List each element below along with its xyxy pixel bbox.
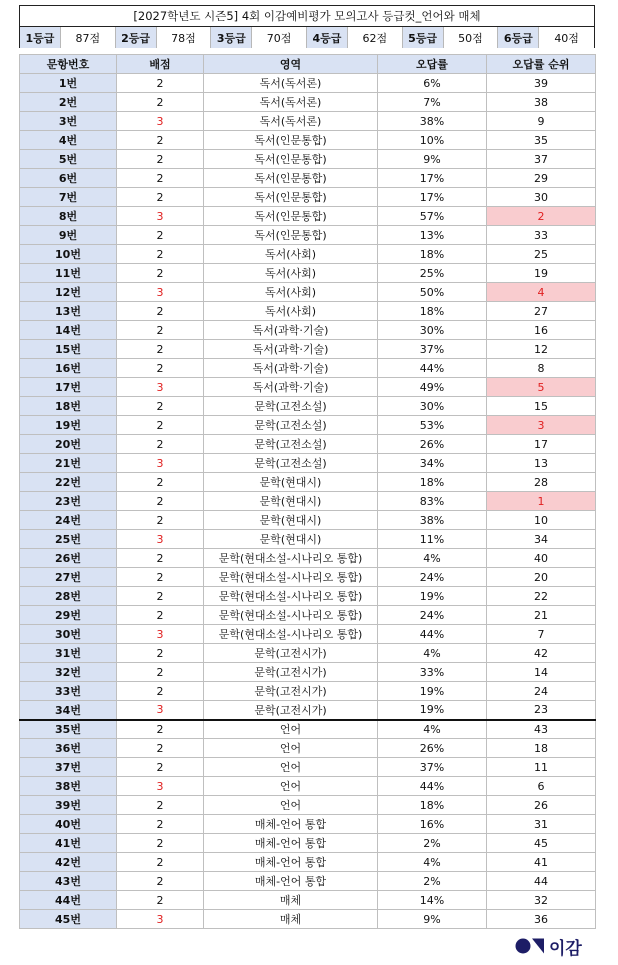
grade-label: 1등급 xyxy=(20,27,61,48)
area-cell: 독서(독서론) xyxy=(204,93,378,112)
wrong-rank-cell: 15 xyxy=(487,397,596,416)
table-row xyxy=(20,701,596,720)
question-number-cell: 20번 xyxy=(20,435,117,454)
wrong-rate-cell: 26% xyxy=(378,435,487,454)
wrong-rank-cell: 43 xyxy=(487,720,596,739)
points-cell: 2 xyxy=(117,720,204,739)
points-cell: 2 xyxy=(117,226,204,245)
wrong-rate-cell: 33% xyxy=(378,663,487,682)
points-cell: 3 xyxy=(117,207,204,226)
area-cell: 문학(고전시가) xyxy=(204,663,378,682)
grade-score: 70점 xyxy=(252,27,307,48)
grade-score: 40점 xyxy=(539,27,594,48)
area-cell: 독서(사회) xyxy=(204,283,378,302)
table-row xyxy=(20,207,596,226)
wrong-rank-cell: 31 xyxy=(487,815,596,834)
table-row xyxy=(20,606,596,625)
area-cell: 문학(고전소설) xyxy=(204,416,378,435)
points-cell: 2 xyxy=(117,644,204,663)
table-row xyxy=(20,340,596,359)
question-number-cell: 31번 xyxy=(20,644,117,663)
wrong-rate-cell: 30% xyxy=(378,397,487,416)
points-cell: 2 xyxy=(117,169,204,188)
wrong-rank-cell: 25 xyxy=(487,245,596,264)
table-row xyxy=(20,853,596,872)
area-cell: 독서(인문통합) xyxy=(204,207,378,226)
wrong-rate-cell: 19% xyxy=(378,701,487,720)
wrong-rank-cell: 42 xyxy=(487,644,596,663)
area-cell: 독서(사회) xyxy=(204,302,378,321)
area-cell: 매체-언어 통합 xyxy=(204,834,378,853)
grade-cut-header xyxy=(19,5,595,48)
wrong-rank-cell: 6 xyxy=(487,777,596,796)
points-cell: 2 xyxy=(117,568,204,587)
wrong-rate-cell: 9% xyxy=(378,150,487,169)
question-number-cell: 36번 xyxy=(20,739,117,758)
wrong-rank-cell: 10 xyxy=(487,511,596,530)
wrong-rank-cell: 22 xyxy=(487,587,596,606)
area-cell: 언어 xyxy=(204,796,378,815)
area-cell: 매체-언어 통합 xyxy=(204,815,378,834)
table-row xyxy=(20,473,596,492)
table-row xyxy=(20,492,596,511)
wrong-rank-cell: 34 xyxy=(487,530,596,549)
grade-cut-row xyxy=(20,27,594,48)
wrong-rank-cell: 13 xyxy=(487,454,596,473)
points-cell: 2 xyxy=(117,853,204,872)
question-number-cell: 8번 xyxy=(20,207,117,226)
question-number-cell: 18번 xyxy=(20,397,117,416)
wrong-rank-cell: 44 xyxy=(487,872,596,891)
wrong-rate-cell: 11% xyxy=(378,530,487,549)
points-cell: 2 xyxy=(117,682,204,701)
table-row xyxy=(20,872,596,891)
wrong-rate-cell: 2% xyxy=(378,872,487,891)
wrong-rank-cell: 9 xyxy=(487,112,596,131)
points-cell: 3 xyxy=(117,283,204,302)
points-cell: 2 xyxy=(117,435,204,454)
area-cell: 문학(현대시) xyxy=(204,511,378,530)
wrong-rate-cell: 38% xyxy=(378,112,487,131)
question-number-cell: 24번 xyxy=(20,511,117,530)
question-number-cell: 35번 xyxy=(20,720,117,739)
question-number-cell: 15번 xyxy=(20,340,117,359)
area-cell: 독서(과학·기술) xyxy=(204,359,378,378)
question-number-cell: 19번 xyxy=(20,416,117,435)
column-header-area: 영역 xyxy=(204,55,378,74)
table-row xyxy=(20,378,596,397)
wrong-rank-cell: 35 xyxy=(487,131,596,150)
wrong-rank-cell: 3 xyxy=(487,416,596,435)
table-row xyxy=(20,720,596,739)
table-row xyxy=(20,188,596,207)
wrong-rank-cell: 21 xyxy=(487,606,596,625)
wrong-rate-cell: 83% xyxy=(378,492,487,511)
grade-label: 3등급 xyxy=(211,27,252,48)
question-number-cell: 16번 xyxy=(20,359,117,378)
points-cell: 2 xyxy=(117,739,204,758)
wrong-rank-cell: 33 xyxy=(487,226,596,245)
area-cell: 독서(사회) xyxy=(204,264,378,283)
points-cell: 2 xyxy=(117,606,204,625)
wrong-rank-cell: 41 xyxy=(487,853,596,872)
question-number-cell: 5번 xyxy=(20,150,117,169)
wrong-rank-cell: 7 xyxy=(487,625,596,644)
question-number-cell: 28번 xyxy=(20,587,117,606)
wrong-rate-cell: 4% xyxy=(378,644,487,663)
question-number-cell: 37번 xyxy=(20,758,117,777)
question-number-cell: 14번 xyxy=(20,321,117,340)
table-row xyxy=(20,758,596,777)
question-number-cell: 4번 xyxy=(20,131,117,150)
question-number-cell: 27번 xyxy=(20,568,117,587)
wrong-rate-cell: 57% xyxy=(378,207,487,226)
wrong-rate-cell: 26% xyxy=(378,739,487,758)
question-number-cell: 25번 xyxy=(20,530,117,549)
grade-label: 6등급 xyxy=(498,27,539,48)
question-number-cell: 9번 xyxy=(20,226,117,245)
question-number-cell: 3번 xyxy=(20,112,117,131)
table-row xyxy=(20,264,596,283)
question-number-cell: 40번 xyxy=(20,815,117,834)
table-row xyxy=(20,93,596,112)
table-row xyxy=(20,359,596,378)
wrong-rate-cell: 24% xyxy=(378,606,487,625)
igam-logo-icon xyxy=(515,938,545,954)
grade-score: 62점 xyxy=(348,27,403,48)
wrong-rank-cell: 38 xyxy=(487,93,596,112)
area-cell: 문학(현대소설-시나리오 통합) xyxy=(204,587,378,606)
area-cell: 독서(과학·기술) xyxy=(204,321,378,340)
question-number-cell: 30번 xyxy=(20,625,117,644)
grade-label: 4등급 xyxy=(307,27,348,48)
question-number-cell: 22번 xyxy=(20,473,117,492)
wrong-rank-cell: 1 xyxy=(487,492,596,511)
wrong-rate-cell: 7% xyxy=(378,93,487,112)
points-cell: 2 xyxy=(117,872,204,891)
wrong-rate-cell: 10% xyxy=(378,131,487,150)
wrong-rank-cell: 30 xyxy=(487,188,596,207)
wrong-rate-cell: 49% xyxy=(378,378,487,397)
table-header-row xyxy=(20,55,596,74)
area-cell: 독서(과학·기술) xyxy=(204,378,378,397)
wrong-rate-cell: 4% xyxy=(378,549,487,568)
area-cell: 언어 xyxy=(204,758,378,777)
table-row xyxy=(20,834,596,853)
table-row xyxy=(20,568,596,587)
wrong-rate-cell: 18% xyxy=(378,245,487,264)
wrong-rate-cell: 17% xyxy=(378,188,487,207)
table-row xyxy=(20,283,596,302)
question-number-cell: 42번 xyxy=(20,853,117,872)
question-number-cell: 32번 xyxy=(20,663,117,682)
wrong-rate-cell: 18% xyxy=(378,302,487,321)
table-row xyxy=(20,74,596,93)
points-cell: 3 xyxy=(117,777,204,796)
points-cell: 2 xyxy=(117,264,204,283)
wrong-rank-cell: 36 xyxy=(487,910,596,929)
area-cell: 문학(현대소설-시나리오 통합) xyxy=(204,549,378,568)
wrong-rank-cell: 2 xyxy=(487,207,596,226)
area-cell: 매체-언어 통합 xyxy=(204,853,378,872)
area-cell: 독서(독서론) xyxy=(204,112,378,131)
wrong-rate-cell: 25% xyxy=(378,264,487,283)
points-cell: 3 xyxy=(117,625,204,644)
wrong-rate-cell: 19% xyxy=(378,682,487,701)
question-number-cell: 13번 xyxy=(20,302,117,321)
wrong-rank-cell: 18 xyxy=(487,739,596,758)
column-header-wrong-rate: 오답률 xyxy=(378,55,487,74)
wrong-rate-cell: 30% xyxy=(378,321,487,340)
area-cell: 독서(인문통합) xyxy=(204,150,378,169)
table-row xyxy=(20,454,596,473)
question-number-cell: 33번 xyxy=(20,682,117,701)
wrong-rank-cell: 4 xyxy=(487,283,596,302)
points-cell: 3 xyxy=(117,378,204,397)
grade-label: 5등급 xyxy=(403,27,444,48)
question-number-cell: 43번 xyxy=(20,872,117,891)
grade-score: 87점 xyxy=(61,27,116,48)
wrong-rate-cell: 53% xyxy=(378,416,487,435)
points-cell: 2 xyxy=(117,492,204,511)
question-number-cell: 12번 xyxy=(20,283,117,302)
table-body xyxy=(20,74,596,929)
wrong-rank-cell: 8 xyxy=(487,359,596,378)
wrong-rate-cell: 37% xyxy=(378,758,487,777)
table-row xyxy=(20,397,596,416)
wrong-rate-cell: 2% xyxy=(378,834,487,853)
points-cell: 2 xyxy=(117,74,204,93)
grade-score: 50점 xyxy=(444,27,499,48)
wrong-rate-cell: 38% xyxy=(378,511,487,530)
wrong-rank-cell: 32 xyxy=(487,891,596,910)
table-row xyxy=(20,435,596,454)
points-cell: 2 xyxy=(117,663,204,682)
table-row xyxy=(20,910,596,929)
points-cell: 2 xyxy=(117,834,204,853)
table-row xyxy=(20,796,596,815)
column-header-points: 배점 xyxy=(117,55,204,74)
table-row xyxy=(20,549,596,568)
points-cell: 2 xyxy=(117,511,204,530)
wrong-rate-cell: 19% xyxy=(378,587,487,606)
wrong-rank-cell: 5 xyxy=(487,378,596,397)
wrong-rank-cell: 11 xyxy=(487,758,596,777)
table-row xyxy=(20,511,596,530)
table-row xyxy=(20,131,596,150)
area-cell: 독서(사회) xyxy=(204,245,378,264)
table-row xyxy=(20,530,596,549)
points-cell: 2 xyxy=(117,302,204,321)
wrong-rate-cell: 13% xyxy=(378,226,487,245)
wrong-rank-cell: 26 xyxy=(487,796,596,815)
wrong-rate-cell: 14% xyxy=(378,891,487,910)
wrong-rank-cell: 27 xyxy=(487,302,596,321)
wrong-rank-cell: 14 xyxy=(487,663,596,682)
wrong-rank-cell: 29 xyxy=(487,169,596,188)
points-cell: 2 xyxy=(117,131,204,150)
table-row xyxy=(20,416,596,435)
question-number-cell: 26번 xyxy=(20,549,117,568)
wrong-rate-cell: 34% xyxy=(378,454,487,473)
question-number-cell: 10번 xyxy=(20,245,117,264)
wrong-rate-cell: 17% xyxy=(378,169,487,188)
area-cell: 문학(고전소설) xyxy=(204,397,378,416)
area-cell: 문학(현대소설-시나리오 통합) xyxy=(204,568,378,587)
logo-text: 이감 xyxy=(549,938,582,959)
wrong-rank-cell: 19 xyxy=(487,264,596,283)
column-header-question: 문항번호 xyxy=(20,55,117,74)
area-cell: 문학(현대소설-시나리오 통합) xyxy=(204,625,378,644)
table-row xyxy=(20,815,596,834)
table-row xyxy=(20,321,596,340)
table-row xyxy=(20,739,596,758)
question-number-cell: 39번 xyxy=(20,796,117,815)
points-cell: 2 xyxy=(117,397,204,416)
points-cell: 3 xyxy=(117,530,204,549)
table-row xyxy=(20,663,596,682)
question-number-cell: 7번 xyxy=(20,188,117,207)
wrong-rank-cell: 20 xyxy=(487,568,596,587)
area-cell: 문학(고전시가) xyxy=(204,682,378,701)
points-cell: 2 xyxy=(117,587,204,606)
table-row xyxy=(20,169,596,188)
wrong-rate-cell: 16% xyxy=(378,815,487,834)
column-header-wrong-rank: 오답률 순위 xyxy=(487,55,596,74)
question-number-cell: 11번 xyxy=(20,264,117,283)
area-cell: 문학(현대시) xyxy=(204,473,378,492)
wrong-rank-cell: 17 xyxy=(487,435,596,454)
points-cell: 2 xyxy=(117,340,204,359)
table-row xyxy=(20,302,596,321)
points-cell: 2 xyxy=(117,321,204,340)
points-cell: 3 xyxy=(117,454,204,473)
table-row xyxy=(20,245,596,264)
area-cell: 언어 xyxy=(204,739,378,758)
wrong-rank-cell: 40 xyxy=(487,549,596,568)
question-number-cell: 38번 xyxy=(20,777,117,796)
table-row xyxy=(20,644,596,663)
wrong-rank-cell: 28 xyxy=(487,473,596,492)
question-number-cell: 17번 xyxy=(20,378,117,397)
points-cell: 3 xyxy=(117,112,204,131)
area-cell: 독서(독서론) xyxy=(204,74,378,93)
points-cell: 2 xyxy=(117,93,204,112)
points-cell: 2 xyxy=(117,758,204,777)
wrong-rank-cell: 23 xyxy=(487,701,596,720)
points-cell: 3 xyxy=(117,910,204,929)
wrong-rank-cell: 12 xyxy=(487,340,596,359)
wrong-rate-cell: 50% xyxy=(378,283,487,302)
points-cell: 2 xyxy=(117,359,204,378)
question-number-cell: 41번 xyxy=(20,834,117,853)
points-cell: 2 xyxy=(117,150,204,169)
points-cell: 2 xyxy=(117,416,204,435)
question-number-cell: 6번 xyxy=(20,169,117,188)
table-row xyxy=(20,625,596,644)
area-cell: 언어 xyxy=(204,777,378,796)
area-cell: 독서(인문통합) xyxy=(204,131,378,150)
wrong-rank-cell: 37 xyxy=(487,150,596,169)
points-cell: 2 xyxy=(117,891,204,910)
wrong-rate-cell: 37% xyxy=(378,340,487,359)
points-cell: 2 xyxy=(117,549,204,568)
page-title: [2027학년도 시즌5] 4회 이감예비평가 모의고사 등급컷_언어와 매체 xyxy=(20,6,594,27)
wrong-rate-cell: 18% xyxy=(378,796,487,815)
wrong-rate-cell: 4% xyxy=(378,853,487,872)
wrong-rate-cell: 6% xyxy=(378,74,487,93)
question-number-cell: 29번 xyxy=(20,606,117,625)
wrong-rank-cell: 45 xyxy=(487,834,596,853)
question-number-cell: 2번 xyxy=(20,93,117,112)
question-number-cell: 21번 xyxy=(20,454,117,473)
wrong-rate-cell: 44% xyxy=(378,625,487,644)
table-row xyxy=(20,891,596,910)
area-cell: 문학(고전시가) xyxy=(204,644,378,663)
area-cell: 매체-언어 통합 xyxy=(204,872,378,891)
area-cell: 독서(과학·기술) xyxy=(204,340,378,359)
question-number-cell: 45번 xyxy=(20,910,117,929)
area-cell: 언어 xyxy=(204,720,378,739)
wrong-rate-cell: 24% xyxy=(378,568,487,587)
points-cell: 2 xyxy=(117,815,204,834)
wrong-rate-cell: 18% xyxy=(378,473,487,492)
area-cell: 문학(고전시가) xyxy=(204,701,378,720)
grade-score: 78점 xyxy=(157,27,212,48)
wrong-rate-cell: 4% xyxy=(378,720,487,739)
area-cell: 문학(고전소설) xyxy=(204,454,378,473)
points-cell: 2 xyxy=(117,796,204,815)
area-cell: 문학(현대소설-시나리오 통합) xyxy=(204,606,378,625)
wrong-rate-cell: 44% xyxy=(378,359,487,378)
wrong-rank-cell: 24 xyxy=(487,682,596,701)
table-row xyxy=(20,150,596,169)
question-stats-table xyxy=(19,54,596,929)
wrong-rate-cell: 9% xyxy=(378,910,487,929)
table-row xyxy=(20,682,596,701)
area-cell: 독서(인문통합) xyxy=(204,226,378,245)
wrong-rank-cell: 16 xyxy=(487,321,596,340)
area-cell: 문학(현대시) xyxy=(204,530,378,549)
question-number-cell: 34번 xyxy=(20,701,117,720)
area-cell: 문학(고전소설) xyxy=(204,435,378,454)
table-row xyxy=(20,112,596,131)
points-cell: 3 xyxy=(117,701,204,720)
area-cell: 독서(인문통합) xyxy=(204,169,378,188)
igam-logo xyxy=(515,935,582,957)
points-cell: 2 xyxy=(117,188,204,207)
points-cell: 2 xyxy=(117,245,204,264)
table-row xyxy=(20,587,596,606)
wrong-rate-cell: 44% xyxy=(378,777,487,796)
points-cell: 2 xyxy=(117,473,204,492)
grade-label: 2등급 xyxy=(116,27,157,48)
wrong-rank-cell: 39 xyxy=(487,74,596,93)
area-cell: 매체 xyxy=(204,910,378,929)
area-cell: 매체 xyxy=(204,891,378,910)
question-number-cell: 44번 xyxy=(20,891,117,910)
area-cell: 독서(인문통합) xyxy=(204,188,378,207)
area-cell: 문학(현대시) xyxy=(204,492,378,511)
question-number-cell: 1번 xyxy=(20,74,117,93)
question-number-cell: 23번 xyxy=(20,492,117,511)
table-row xyxy=(20,226,596,245)
table-row xyxy=(20,777,596,796)
